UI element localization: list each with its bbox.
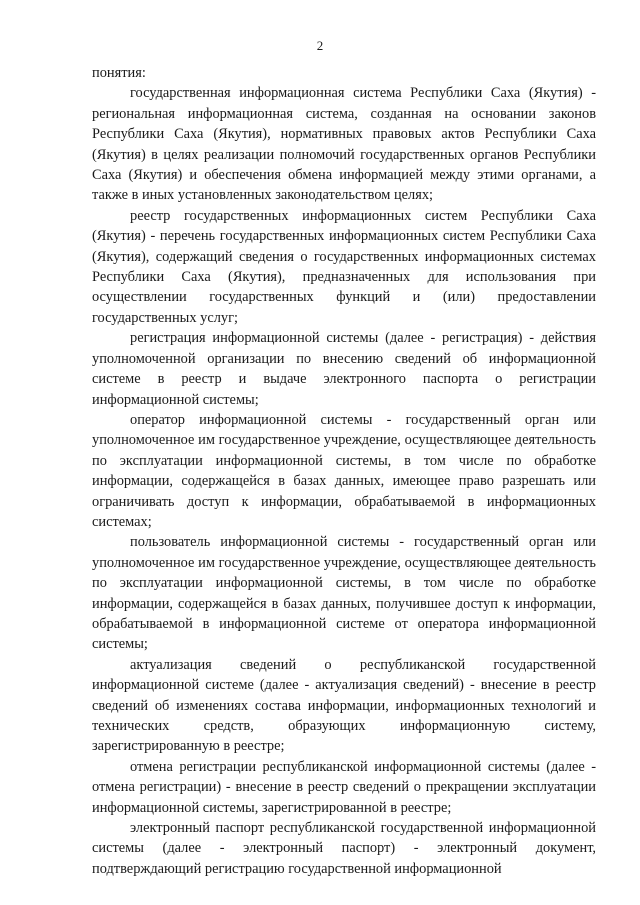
page-number: 2 (316, 38, 324, 53)
paragraph-definition-actualization: актуализация сведений о республиканской государственной информационной системе (далее - актуализация сведений) - внесение в реестр сведений об изменениях состава информации, информационных технологий и технических средств, образующих информационную систему, зарегистрированную в реестре; (92, 656, 596, 755)
paragraph-definition-user: пользователь информационной системы - государственный орган или уполномоченное им государственное учреждение, осуществляющее деятельность по эксплуатации информационной системы, в том числе по обработке информации, содержащейся в базах данных, получившее доступ к информации, обрабатываемой в информационной системе от оператора информационной системы; (92, 534, 596, 653)
paragraph-definition-operator: оператор информационной системы - государственный орган или уполномоченное им государственное учреждение, осуществляющее деятельность по эксплуатации информационной системы, в том числе по обработке информации, содержащейся в базах данных, имеющее право разрешать или ограничивать доступ к информации, обрабатываемой в информационных системах; (92, 411, 596, 530)
document-body (92, 63, 596, 879)
paragraph-intro: понятия: (92, 65, 146, 81)
paragraph-definition-state-info-system: государственная информационная система Республики Саха (Якутия) - региональная информационная система, созданная на основании законов Республики Саха (Якутия), нормативных правовых актов Республики Саха (Якутия) в целях реализации полномочий государственных органов Республики Саха (Якутия) и обеспечения обмена информацией между этими органами, а также в иных установленных законодательством целях; (92, 85, 596, 204)
paragraph-definition-registration: регистрация информационной системы (далее - регистрация) - действия уполномоченной организации по внесению сведений об информационной системе в реестр и выдаче электронного паспорта о регистрации информационной системы; (92, 330, 596, 408)
paragraph-definition-registration-cancel: отмена регистрации республиканской информационной системы (далее - отмена регистрации) - внесение в реестр сведений о прекращении эксплуатации информационной системы, зарегистрированной в реестре; (92, 758, 596, 816)
paragraph-definition-registry: реестр государственных информационных систем Республики Саха (Якутия) - перечень государственных информационных систем Республики Саха (Якутия), содержащий сведения о государственных информационных системах Республики Саха (Якутия), предназначенных для использования при осуществлении государственных функций и (или) предоставлении государственных услуг; (92, 207, 596, 326)
paragraph-definition-electronic-passport: электронный паспорт республиканской государственной информационной системы (далее - электронный паспорт) - электронный документ, подтверждающий регистрацию государственной информационной (92, 820, 596, 877)
